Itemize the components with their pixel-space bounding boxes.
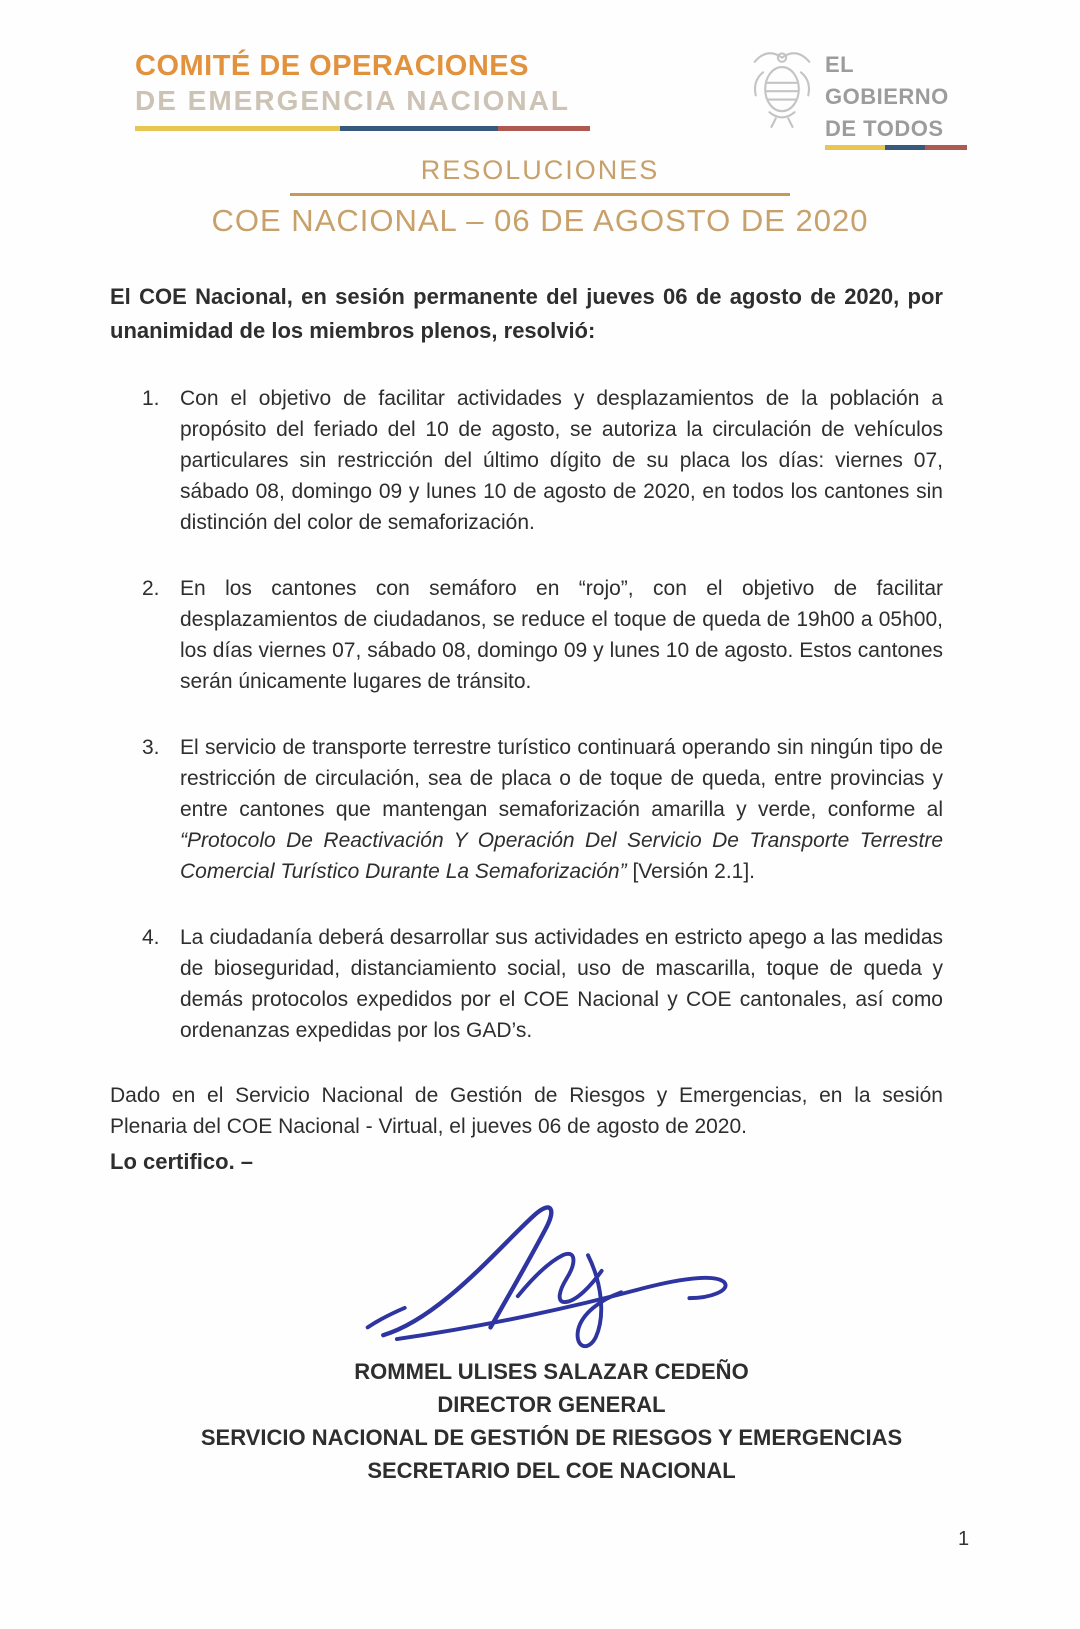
signatory-role: SECRETARIO DEL COE NACIONAL [367,1458,736,1483]
resolution-item-3 [110,732,943,887]
flag-blue-segment [885,145,925,150]
gobierno-logo-text [825,45,967,150]
closing-paragraph: Dado en el Servicio Nacional de Gestión de Riesgos y Emergencias, en la sesión Plenaria del COE Nacional - Virtual, el jueves 06 de agosto de 2020. [110,1084,943,1138]
signatory-block [135,1355,968,1487]
item-number: 2. [142,577,160,600]
document-subtitle: COE NACIONAL – 06 DE AGOSTO DE 2020 [211,203,869,238]
flag-red-segment [925,145,967,150]
page-number: 1 [958,1528,970,1550]
gobierno-logo [745,45,967,150]
item-text: Con el objetivo de facilitar actividades y desplazamientos de la población a propósito del feriado del 10 de agosto, se autoriza la circulación de vehículos particulares sin restricción del último dígito de su placa los días: viernes 07, sábado 08, domingo 09 y lunes 10 de agosto de 2020, en todos los cantones sin distinción del color de semaforización. [180,387,943,534]
flag-red-segment [498,126,590,131]
item-text-end: [Versión 2.1]. [626,860,756,883]
flag-yellow-segment [825,145,885,150]
flag-divider [135,126,590,131]
item-text: La ciudadanía deberá desarrollar sus actividades en estricto apego a las medidas de bioseguridad, distanciamiento social, uso de mascarilla, toque de queda y demás protocolos expedidos por el COE Nacional y COE cantonales, así como ordenanzas expedidas por los GAD’s. [180,926,943,1042]
certify-line: Lo certifico. – [110,1149,254,1174]
coat-of-arms-icon [745,45,819,129]
document-body [110,280,943,1487]
signatory-title: DIRECTOR GENERAL [437,1392,666,1417]
title-rule [290,193,790,196]
resolution-item-4 [110,922,943,1046]
coe-logo-line2: DE EMERGENCIA NACIONAL [135,85,570,116]
item-number: 3. [142,736,160,759]
item-number: 4. [142,926,160,949]
resolution-item-1 [110,383,943,538]
coe-logo [135,50,590,131]
document-title: RESOLUCIONES [420,155,660,185]
flag-blue-segment [340,126,498,131]
coe-logo-line1: COMITÉ DE OPERACIONES [135,50,529,82]
title-block [0,155,1080,239]
signature-area [110,1179,943,1351]
flag-yellow-segment [135,126,340,131]
item-text-protocol-title: “Protocolo De Reactivación Y Operación Del Servicio De Transporte Terrestre Comercial Turístico Durante La Semaforización” [180,829,943,883]
signatory-organization: SERVICIO NACIONAL DE GESTIÓN DE RIESGOS Y EMERGENCIAS [200,1425,903,1450]
intro-paragraph: El COE Nacional, en sesión permanente del jueves 06 de agosto de 2020, por unanimidad de los miembros plenos, resolvió: [110,284,943,343]
item-text: En los cantones con semáforo en “rojo”, con el objetivo de facilitar desplazamientos de ciudadanos, se reduce el toque de queda de 19h00 a 05h00, los días viernes 07, sábado 08, domingo 09 y lunes 10 de agosto. Estos cantones serán únicamente lugares de tránsito. [180,577,943,693]
gobierno-line2: GOBIERNO [825,84,949,109]
item-text-start: El servicio de transporte terrestre turístico continuará operando sin ningún tipo de restricción de circulación, sea de placa o de toque de queda, entre provincias y entre cantones que mantengan semaforización amarilla y verde, conforme al [180,736,943,821]
handwritten-signature-icon [354,1179,744,1349]
signatory-name: ROMMEL ULISES SALAZAR CEDEÑO [354,1359,749,1384]
resolution-item-2 [110,573,943,697]
item-number: 1. [142,387,160,410]
gobierno-line3: DE TODOS [825,116,944,141]
gobierno-line1: EL [825,52,855,77]
gobierno-flag-underline [825,145,967,150]
